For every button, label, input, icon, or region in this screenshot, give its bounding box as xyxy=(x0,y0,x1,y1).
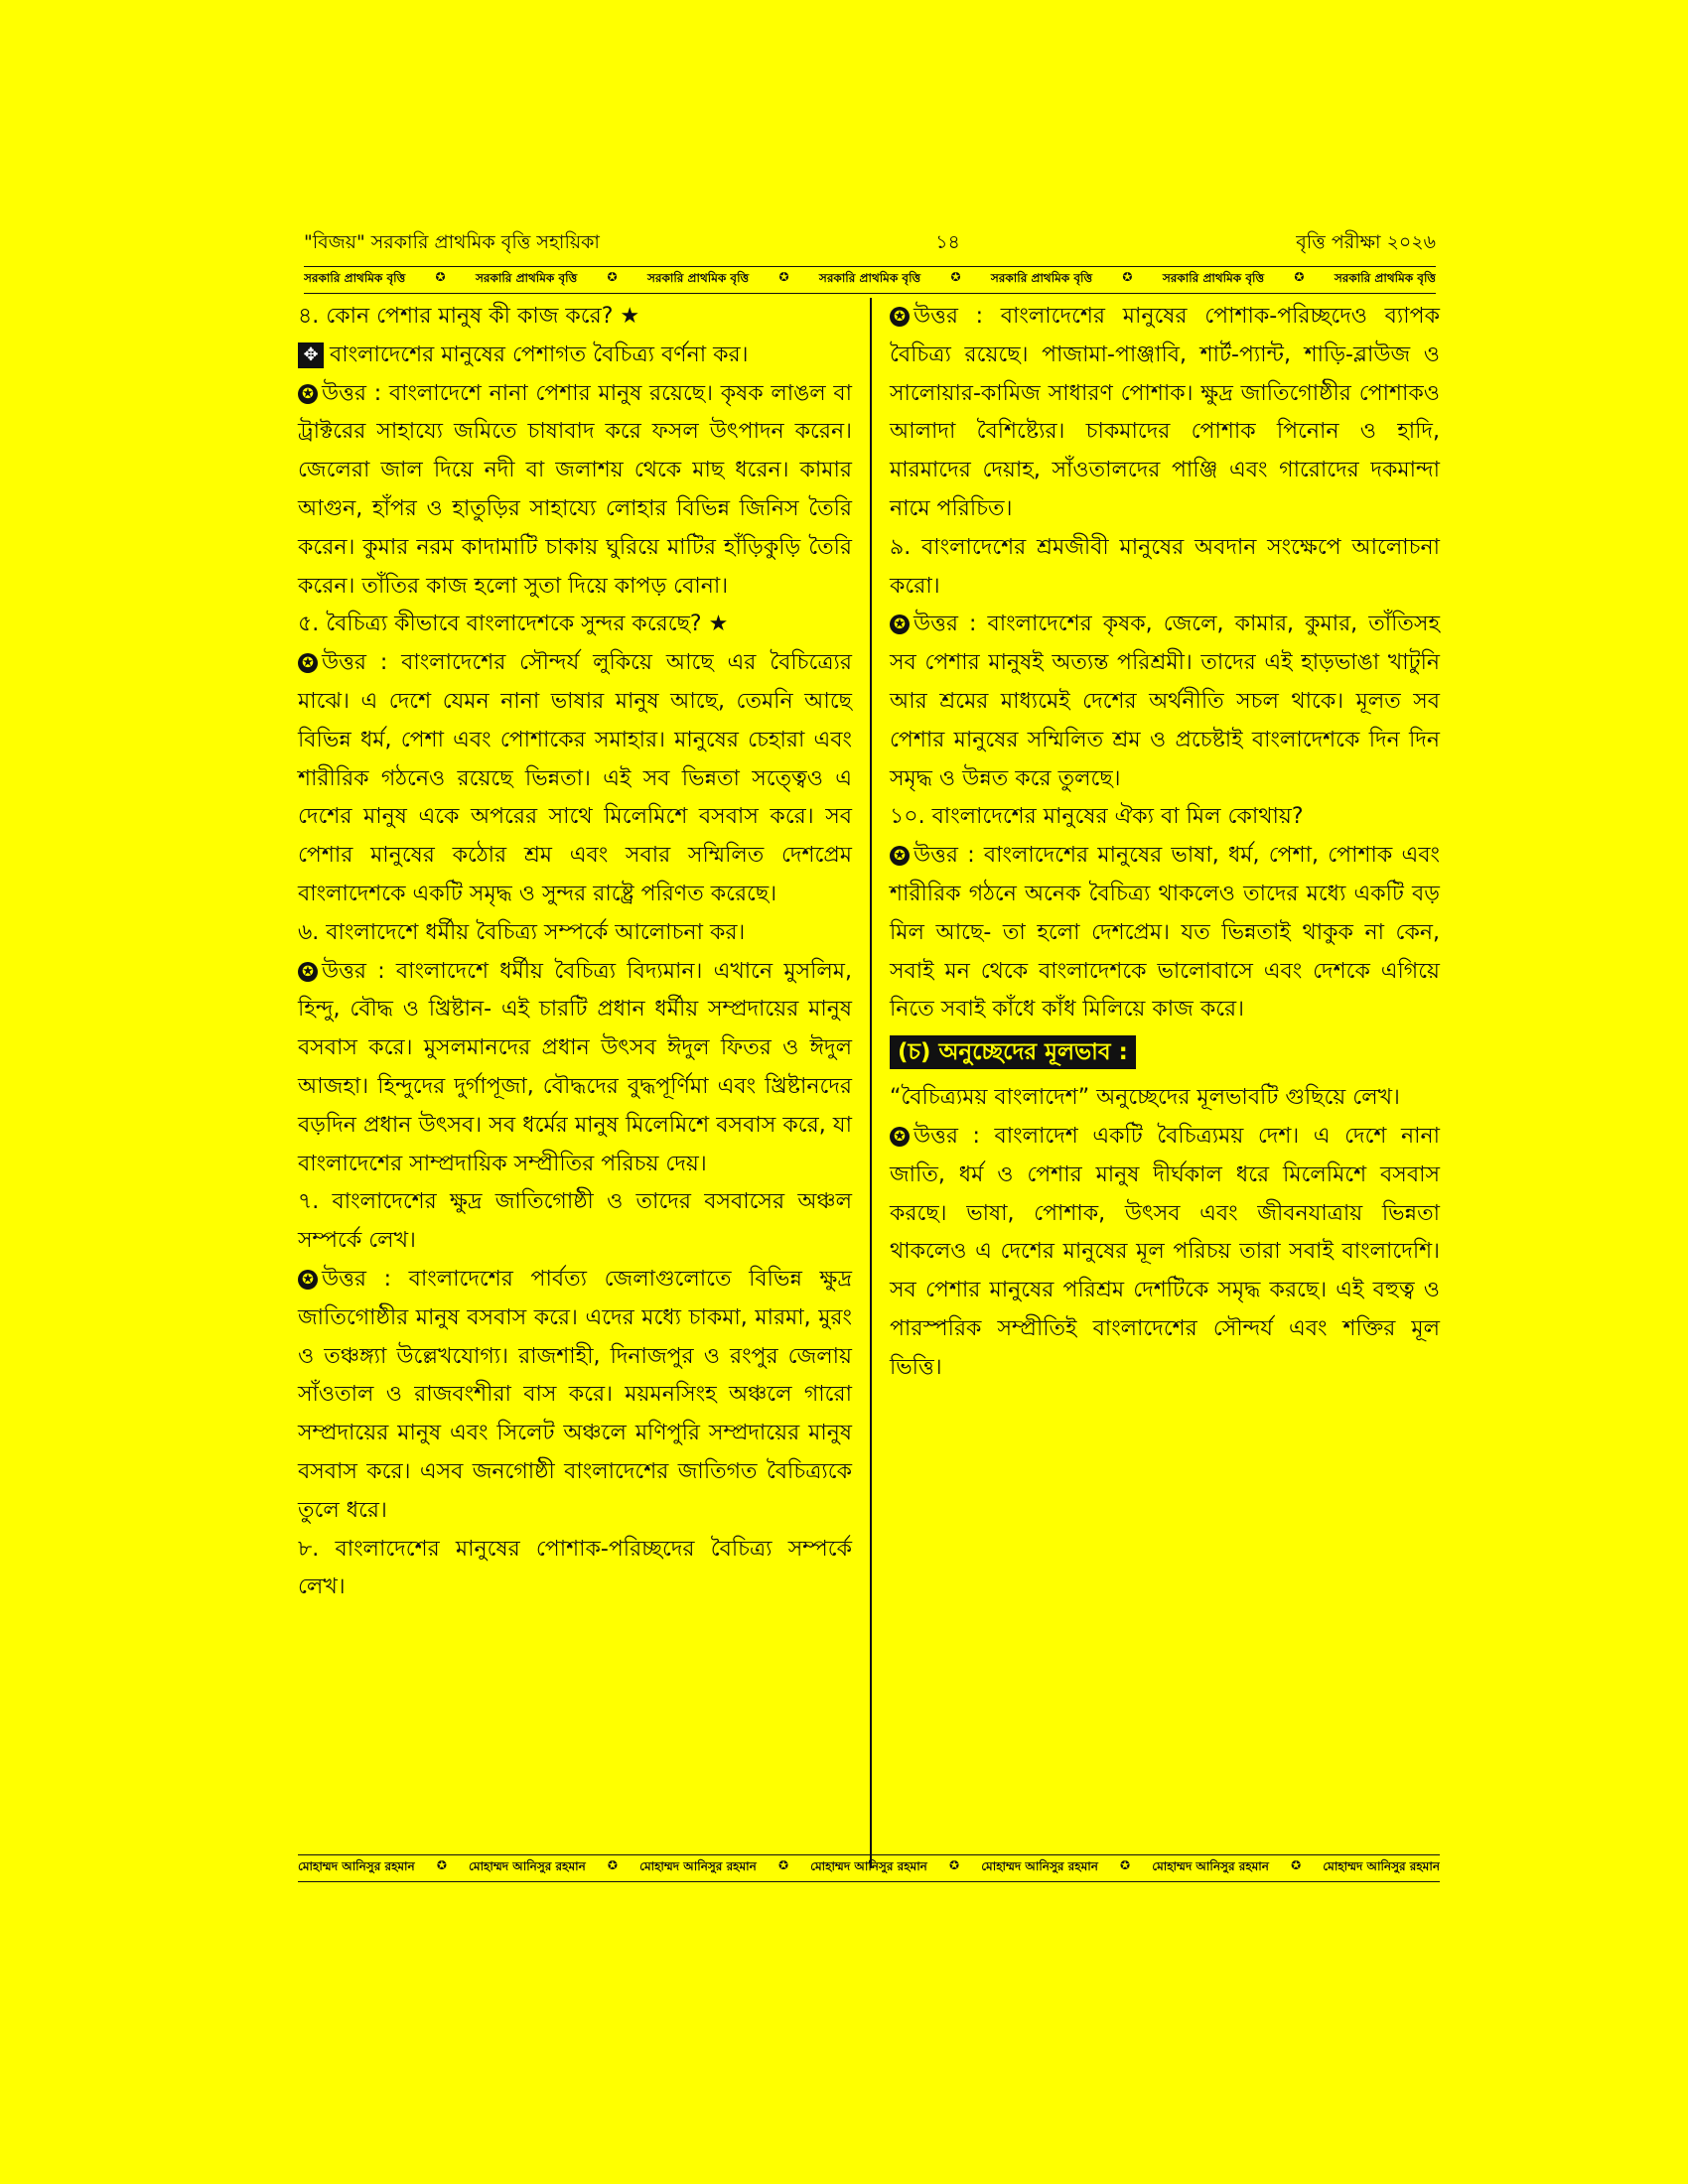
answer-star-icon: ✪ xyxy=(298,962,318,982)
footer-author: মোহাম্মদ আনিসুর রহমান xyxy=(1323,1859,1440,1873)
footer-star-icon: ✪ xyxy=(607,1858,618,1872)
footer-author: মোহাম্মদ আনিসুর রহমান xyxy=(981,1859,1098,1873)
answer-star-icon: ✪ xyxy=(298,653,318,673)
answer-5: ✪ উত্তর : বাংলাদেশের সৌন্দর্য লুকিয়ে আছে এর বৈচিত্র্যের মাঝে। এ দেশে যেমন নানা ভাষার মানুষ আছে, তেমনি আছে বিভিন্ন ধর্ম, পেশা এবং পোশাকের সমাহার। মানুষের চেহারা এবং শারীরিক গঠনেও রয়েছে ভিন্নতা। এই সব ভিন্নতা সত্ত্বেও এ দেশের মানুষ একে অপরের সাথে মিলেমিশে বসবাস করে। সব পেশার মানুষের কঠোর শ্রম এবং সবার সম্মিলিত দেশপ্রেম বাংলাদেশকে একটি সমৃদ্ধ ও সুন্দর রাষ্ট্রে পরিণত করেছে। xyxy=(298,650,852,906)
answer-star-icon: ✪ xyxy=(890,1127,910,1147)
answer-9: ✪ উত্তর : বাংলাদেশের কৃষক, জেলে, কামার, কুমার, তাঁতিসহ সব পেশার মানুষই অত্যন্ত পরিশ্রমী। তাদের এই হাড়ভাঙা খাটুনি আর শ্রমের মাধ্যমেই দেশের অর্থনীতি সচল থাকে। মূলত সব পেশার মানুষের সম্মিলিত শ্রম ও প্রচেষ্টাই বাংলাদেশকে দিন দিন সমৃদ্ধ ও উন্নত করে তুলছে। xyxy=(890,612,1440,791)
footer-star-icon: ✪ xyxy=(777,1858,788,1872)
ribbon-star-icon: ✪ xyxy=(607,270,618,284)
ribbon-star-icon: ✪ xyxy=(435,270,446,284)
left-column xyxy=(298,298,870,1868)
footer-author: মোহাম্মদ আনিসুর রহমান xyxy=(1152,1859,1269,1873)
answer-6: ✪ উত্তর : বাংলাদেশে ধর্মীয় বৈচিত্র্য বিদ্যমান। এখানে মুসলিম, হিন্দু, বৌদ্ধ ও খ্রিষ্টান- এই চারটি প্রধান ধর্মীয় সম্প্রদায়ের মানুষ বসবাস করে। মুসলমানদের প্রধান উৎসব ঈদুল ফিতর ও ঈদুল আজহা। হিন্দুদের দুর্গাপূজা, বৌদ্ধদের বুদ্ধপূর্ণিমা এবং খ্রিষ্টানদের বড়দিন প্রধান উৎসব। সব ধর্মের মানুষ মিলেমিশে বসবাস করে, যা বাংলাদেশের সাম্প্রদায়িক সম্প্রীতির পরিচয় দেয়। xyxy=(298,958,852,1176)
ribbon-item: সরকারি প্রাথমিক বৃত্তি xyxy=(818,271,921,285)
pattern-icon: ✥ xyxy=(298,342,324,368)
question-4: ৪. কোন পেশার মানুষ কী কাজ করে? ★ xyxy=(298,304,640,329)
main-answer: ✪ উত্তর : বাংলাদেশ একটি বৈচিত্র্যময় দেশ। এ দেশে নানা জাতি, ধর্ম ও পেশার মানুষ দীর্ঘকাল ধরে মিলেমিশে বসবাস করছে। ভাষা, পোশাক, উৎসব এবং জীবনযাত্রায় ভিন্নতা থাকলেও এ দেশের মানুষের মূল পরিচয় তারা সবাই বাংলাদেশি। সব পেশার মানুষের পরিশ্রম দেশটিকে সমৃদ্ধ করছে। এই বহুত্ব ও পারস্পরিক সম্প্রীতিই বাংলাদেশের সৌন্দর্য এবং শক্তির মূল ভিত্তি। xyxy=(890,1123,1440,1380)
question-4-alt: ✥ বাংলাদেশের মানুষের পেশাগত বৈচিত্র্য বর্ণনা কর। xyxy=(298,337,852,375)
answer-star-icon: ✪ xyxy=(890,307,910,327)
answer-10: ✪ উত্তর : বাংলাদেশের মানুষের ভাষা, ধর্ম, পেশা, পোশাক এবং শারীরিক গঠনে অনেক বৈচিত্র্য থাকলেও তাদের মধ্যে একটি বড় মিল আছে- তা হলো দেশপ্রেম। যত ভিন্নতাই থাকুক না কেন, সবাই মন থেকে বাংলাদেশকে ভালোবাসে এবং দেশকে এগিয়ে নিতে সবাই কাঁধে কাঁধ মিলিয়ে কাজ করে। xyxy=(890,843,1440,1023)
answer-8: ✪ উত্তর : বাংলাদেশের মানুষের পোশাক-পরিচ্ছদেও ব্যাপক বৈচিত্র্য রয়েছে। পাজামা-পাঞ্জাবি, শার্ট-প্যান্ট, শাড়ি-ব্লাউজ ও সালোয়ার-কামিজ সাধারণ পোশাক। ক্ষুদ্র জাতিগোষ্ঠীর পোশাকও আলাদা বৈশিষ্ট্যের। চাকমাদের পোশাক পিনোন ও হাদি, মারমাদের দেয়াহ, সাঁওতালদের পাঞ্জি এবং গারোদের দকমান্দা নামে পরিচিত। xyxy=(890,304,1440,521)
ribbon-item: সরকারি প্রাথমিক বৃত্তি xyxy=(990,271,1093,285)
ribbon-star-icon: ✪ xyxy=(1294,270,1305,284)
ribbon-star-icon: ✪ xyxy=(778,270,789,284)
question-7: ৭. বাংলাদেশের ক্ষুদ্র জাতিগোষ্ঠী ও তাদের বসবাসের অঞ্চল সম্পর্কে লেখ। xyxy=(298,1189,852,1254)
right-column xyxy=(870,298,1440,1868)
answer-star-icon: ✪ xyxy=(890,846,910,866)
footer-author: মোহাম্মদ আনিসুর রহমান xyxy=(639,1859,757,1873)
footer-star-icon: ✪ xyxy=(948,1858,960,1872)
answer-7: ✪ উত্তর : বাংলাদেশের পার্বত্য জেলাগুলোতে বিভিন্ন ক্ষুদ্র জাতিগোষ্ঠীর মানুষ বসবাস করে। এদের মধ্যে চাকমা, মারমা, মুরং ও তঞ্চঙ্গ্যা উল্লেখযোগ্য। রাজশাহী, দিনাজপুর ও রংপুর জেলায় সাঁওতাল ও রাজবংশীরা বাস করে। ময়মনসিংহ অঞ্চলে গারো সম্প্রদায়ের মানুষ এবং সিলেট অঞ্চলে মণিপুরি সম্প্রদায়ের মানুষ বসবাস করে। এসব জনগোষ্ঠী বাংলাদেশের জাতিগত বৈচিত্র্যকে তুলে ধরে। xyxy=(298,1266,852,1523)
exam-title: বৃত্তি পরীক্ষা ২০২৬ xyxy=(1296,231,1436,253)
ribbon-star-icon: ✪ xyxy=(1122,270,1133,284)
ribbon-item: সরকারি প্রাথমিক বৃত্তি xyxy=(1334,271,1436,285)
star-icon: ★ xyxy=(708,612,729,637)
footer-star-icon: ✪ xyxy=(1291,1858,1302,1872)
star-icon: ★ xyxy=(620,304,640,329)
question-9: ৯. বাংলাদেশের শ্রমজীবী মানুষের অবদান সংক্ষেপে আলোচনা করো। xyxy=(890,534,1440,599)
page-footer xyxy=(298,1854,1440,1882)
question-5: ৫. বৈচিত্র্য কীভাবে বাংলাদেশকে সুন্দর করেছে? ★ xyxy=(298,612,729,637)
footer-author: মোহাম্মদ আনিসুর রহমান xyxy=(469,1859,586,1873)
footer-author: মোহাম্মদ আনিসুর রহমান xyxy=(810,1859,927,1873)
content-columns xyxy=(298,298,1440,1868)
section-heading: (চ) অনুচ্ছেদের মূলভাব : xyxy=(890,1035,1136,1069)
question-10: ১০. বাংলাদেশের মানুষের ঐক্য বা মিল কোথায়? xyxy=(890,804,1304,830)
book-title: "বিজয়" সরকারি প্রাথমিক বৃত্তি সহায়িকা xyxy=(304,231,600,253)
ribbon-star-icon: ✪ xyxy=(950,270,961,284)
page-number: ১৪ xyxy=(935,231,960,253)
answer-star-icon: ✪ xyxy=(890,614,910,634)
answer-star-icon: ✪ xyxy=(298,1270,318,1290)
ribbon-item: সরকারি প্রাথমিক বৃত্তি xyxy=(304,271,406,285)
answer-star-icon: ✪ xyxy=(298,384,318,404)
question-8: ৮. বাংলাদেশের মানুষের পোশাক-পরিচ্ছদের বৈচিত্র্য সম্পর্কে লেখ। xyxy=(298,1536,852,1600)
footer-star-icon: ✪ xyxy=(1120,1858,1131,1872)
ribbon-item: সরকারি প্রাথমিক বৃত্তি xyxy=(475,271,578,285)
footer-star-icon: ✪ xyxy=(436,1858,447,1872)
answer-4: ✪ উত্তর : বাংলাদেশে নানা পেশার মানুষ রয়েছে। কৃষক লাঙল বা ট্রাক্টরের সাহায্যে জমিতে চাষাবাদ করে ফসল উৎপাদন করেন। জেলেরা জাল দিয়ে নদী বা জলাশয় থেকে মাছ ধরেন। কামার আগুন, হাঁপর ও হাতুড়ির সাহায্যে লোহার বিভিন্ন জিনিস তৈরি করেন। কুমার নরম কাদামাটি চাকায় ঘুরিয়ে মাটির হাঁড়িকুড়ি তৈরি করেন। তাঁতির কাজ হলো সুতা দিয়ে কাপড় বোনা। xyxy=(298,380,852,599)
header-ribbon xyxy=(304,266,1436,294)
question-6: ৬. বাংলাদেশে ধর্মীয় বৈচিত্র্য সম্পর্কে আলোচনা কর। xyxy=(298,919,746,945)
main-question: “বৈচিত্র্যময় বাংলাদেশ” অনুচ্ছেদের মূলভাবটি গুছিয়ে লেখ। xyxy=(890,1085,1400,1111)
footer-author: মোহাম্মদ আনিসুর রহমান xyxy=(298,1859,415,1873)
ribbon-item: সরকারি প্রাথমিক বৃত্তি xyxy=(646,271,750,285)
page-header xyxy=(304,228,1436,294)
ribbon-item: সরকারি প্রাথমিক বৃত্তি xyxy=(1162,271,1265,285)
